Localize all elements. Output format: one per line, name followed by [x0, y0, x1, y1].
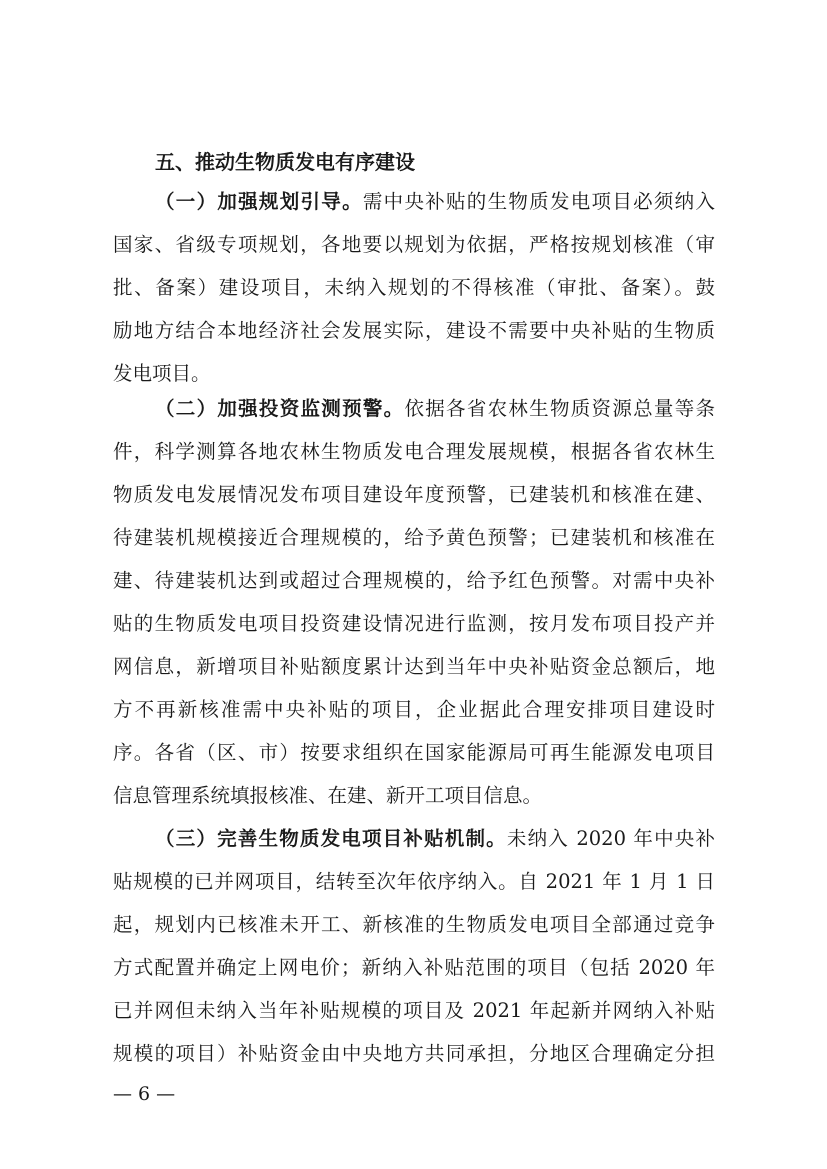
paragraph-2-line-9: 序。各省（区、市）按要求组织在国家能源局可再生能源发电项目 — [113, 741, 715, 764]
paragraph-3-line-5: 已并网但未纳入当年补贴规模的项目及 2021 年起新并网纳入补贴 — [113, 999, 715, 1022]
paragraph-1-line-3: 批、备案）建设项目，未纳入规划的不得核准（审批、备案）。鼓 — [113, 276, 715, 299]
paragraph-3-line-3: 起，规划内已核准未开工、新核准的生物质发电项目全部通过竞争 — [113, 913, 715, 936]
paragraph-1-line-4: 励地方结合本地经济社会发展实际，建设不需要中央补贴的生物质 — [113, 319, 715, 342]
paragraph-1-line-1 — [155, 186, 715, 218]
paragraph-1-text: 需中央补贴的生物质发电项目必须纳入 — [362, 190, 715, 213]
paragraph-2-text: 依据各省农林生物质资源总量等条 — [404, 397, 715, 420]
page-number: — 6 — — [113, 1083, 176, 1105]
paragraph-2-lead: （二）加强投资监测预警。 — [155, 397, 405, 420]
paragraph-2-line-10: 信息管理系统填报核准、在建、新开工项目信息。 — [113, 784, 543, 807]
paragraph-1-lead: （一）加强规划引导。 — [155, 190, 363, 213]
paragraph-3-line-4: 方式配置并确定上网电价；新纳入补贴范围的项目（包括 2020 年 — [113, 956, 715, 979]
paragraph-3-text: 未纳入 2020 年中央补 — [506, 827, 715, 850]
paragraph-2-line-6: 贴的生物质发电项目投资建设情况进行监测，按月发布项目投产并 — [113, 612, 715, 635]
paragraph-3-lead: （三）完善生物质发电项目补贴机制。 — [155, 827, 507, 850]
paragraph-2-line-5: 建、待建装机达到或超过合理规模的，给予红色预警。对需中央补 — [113, 569, 715, 592]
section-heading: 五、推动生物质发电有序建设 — [155, 150, 415, 174]
paragraph-3-line-1 — [155, 823, 715, 855]
paragraph-3-line-6: 规模的项目）补贴资金由中央地方共同承担，分地区合理确定分担 — [113, 1042, 715, 1065]
paragraph-1-line-5: 发电项目。 — [113, 362, 211, 385]
paragraph-1-line-2: 国家、省级专项规划，各地要以规划为依据，严格按规划核准（审 — [113, 233, 715, 256]
paragraph-2-line-3: 物质发电发展情况发布项目建设年度预警，已建装机和核准在建、 — [113, 483, 715, 506]
paragraph-2-line-4: 待建装机规模接近合理规模的，给予黄色预警；已建装机和核准在 — [113, 526, 715, 549]
paragraph-3-line-2: 贴规模的已并网项目，结转至次年依序纳入。自 2021 年 1 月 1 日 — [113, 870, 715, 893]
paragraph-2-line-8: 方不再新核准需中央补贴的项目，企业据此合理安排项目建设时 — [113, 698, 715, 721]
paragraph-2-line-7: 网信息，新增项目补贴额度累计达到当年中央补贴资金总额后，地 — [113, 655, 715, 678]
paragraph-2-line-1 — [155, 393, 715, 425]
paragraph-2-line-2: 件，科学测算各地农林生物质发电合理发展规模，根据各省农林生 — [113, 440, 715, 463]
